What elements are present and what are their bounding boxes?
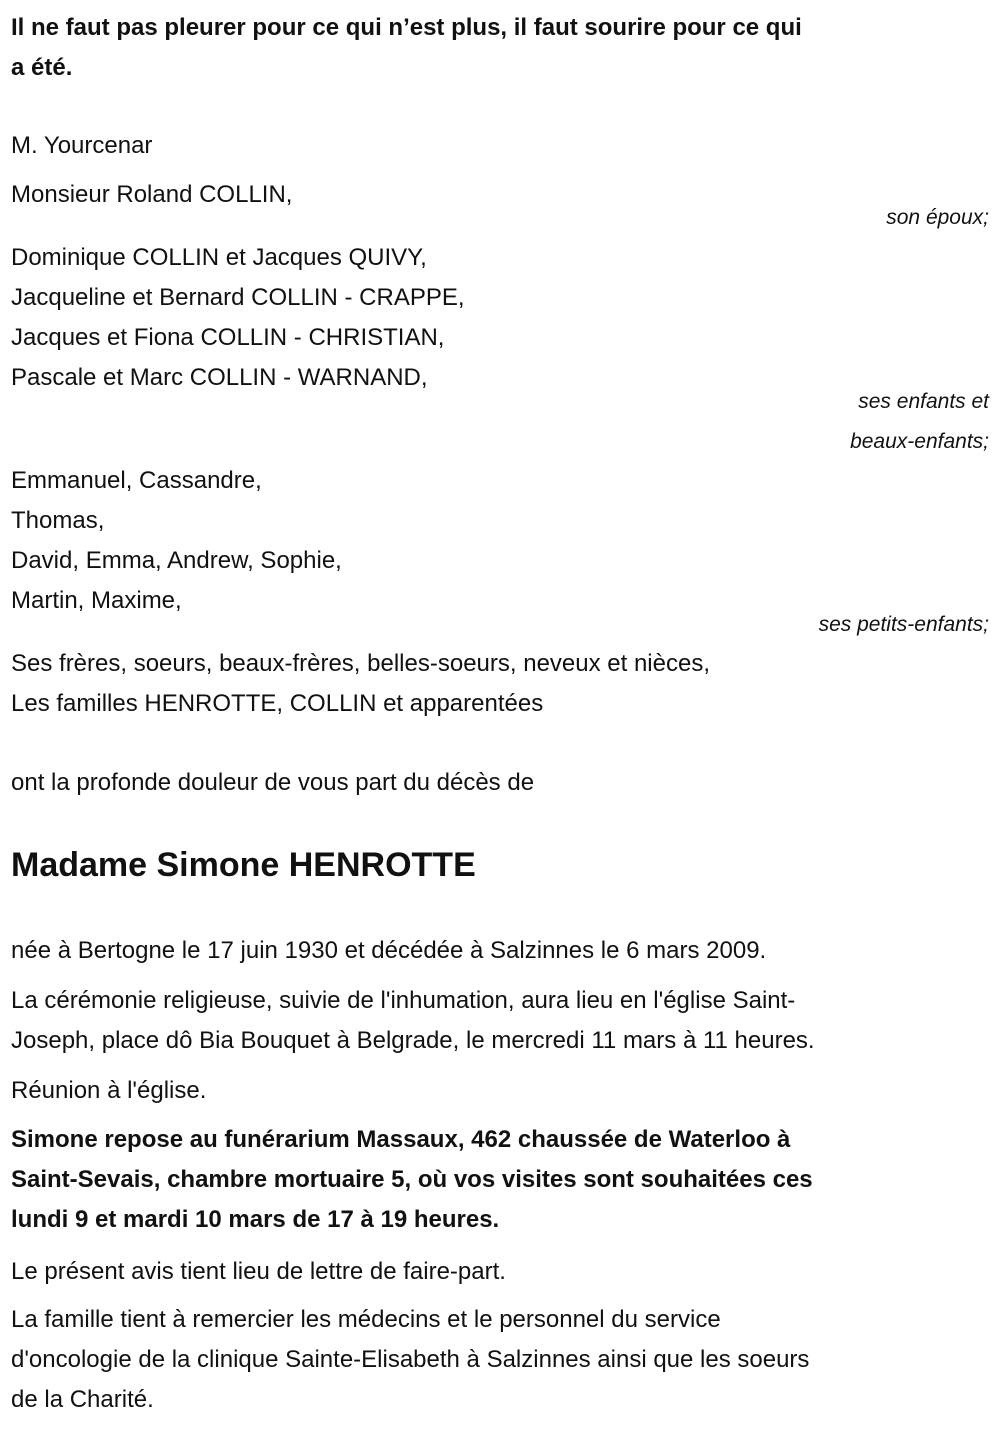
birth-death: née à Bertogne le 17 juin 1930 et décédée à Salzinnes le 6 mars 2009. (11, 937, 767, 964)
visits-line: Saint-Sevais, chambre mortuaire 5, où vos visites sont souhaitées ces (11, 1166, 813, 1193)
thanks-line: d'oncologie de la clinique Sainte-Elisabeth à Salzinnes ainsi que les soeurs (11, 1346, 810, 1373)
child-name: Jacqueline et Bernard COLLIN - CRAPPE, (11, 284, 465, 311)
family-line: Ses frères, soeurs, beaux-frères, belles-soeurs, neveux et nièces, (11, 650, 710, 677)
husband-name: Monsieur Roland COLLIN, (11, 181, 293, 208)
husband-relation: son époux; (886, 206, 989, 229)
quote-author: M. Yourcenar (11, 132, 153, 159)
child-name: Jacques et Fiona COLLIN - CHRISTIAN, (11, 324, 445, 351)
grandchild-name: Thomas, (11, 507, 105, 534)
announcement: ont la profonde douleur de vous part du décès de (11, 769, 535, 796)
visits-line: lundi 9 et mardi 10 mars de 17 à 19 heures. (11, 1206, 500, 1233)
ceremony-line: Joseph, place dô Bia Bouquet à Belgrade, le mercredi 11 mars à 11 heures. (11, 1027, 815, 1054)
thanks-line: de la Charité. (11, 1386, 154, 1413)
thanks-line: La famille tient à remercier les médecins et le personnel du service (11, 1306, 721, 1333)
reunion: Réunion à l'église. (11, 1077, 207, 1104)
family-line: Les familles HENROTTE, COLLIN et apparentées (11, 690, 544, 717)
children-relation: ses enfants et (858, 390, 989, 413)
ceremony-line: La cérémonie religieuse, suivie de l'inhumation, aura lieu en l'église Saint- (11, 987, 796, 1014)
deceased-name: Madame Simone HENROTTE (11, 846, 476, 884)
child-name: Dominique COLLIN et Jacques QUIVY, (11, 244, 427, 271)
visits-line: Simone repose au funérarium Massaux, 462 chaussée de Waterloo à (11, 1126, 791, 1153)
grandchild-name: David, Emma, Andrew, Sophie, (11, 547, 342, 574)
quote-line: Il ne faut pas pleurer pour ce qui n’est plus, il faut sourire pour ce qui (11, 14, 802, 41)
grandchild-name: Emmanuel, Cassandre, (11, 467, 262, 494)
quote-line: a été. (11, 54, 73, 81)
grandchildren-relation: ses petits-enfants; (818, 613, 989, 636)
children-relation: beaux-enfants; (850, 430, 989, 453)
child-name: Pascale et Marc COLLIN - WARNAND, (11, 364, 428, 391)
grandchild-name: Martin, Maxime, (11, 587, 182, 614)
notice: Le présent avis tient lieu de lettre de faire-part. (11, 1258, 506, 1285)
